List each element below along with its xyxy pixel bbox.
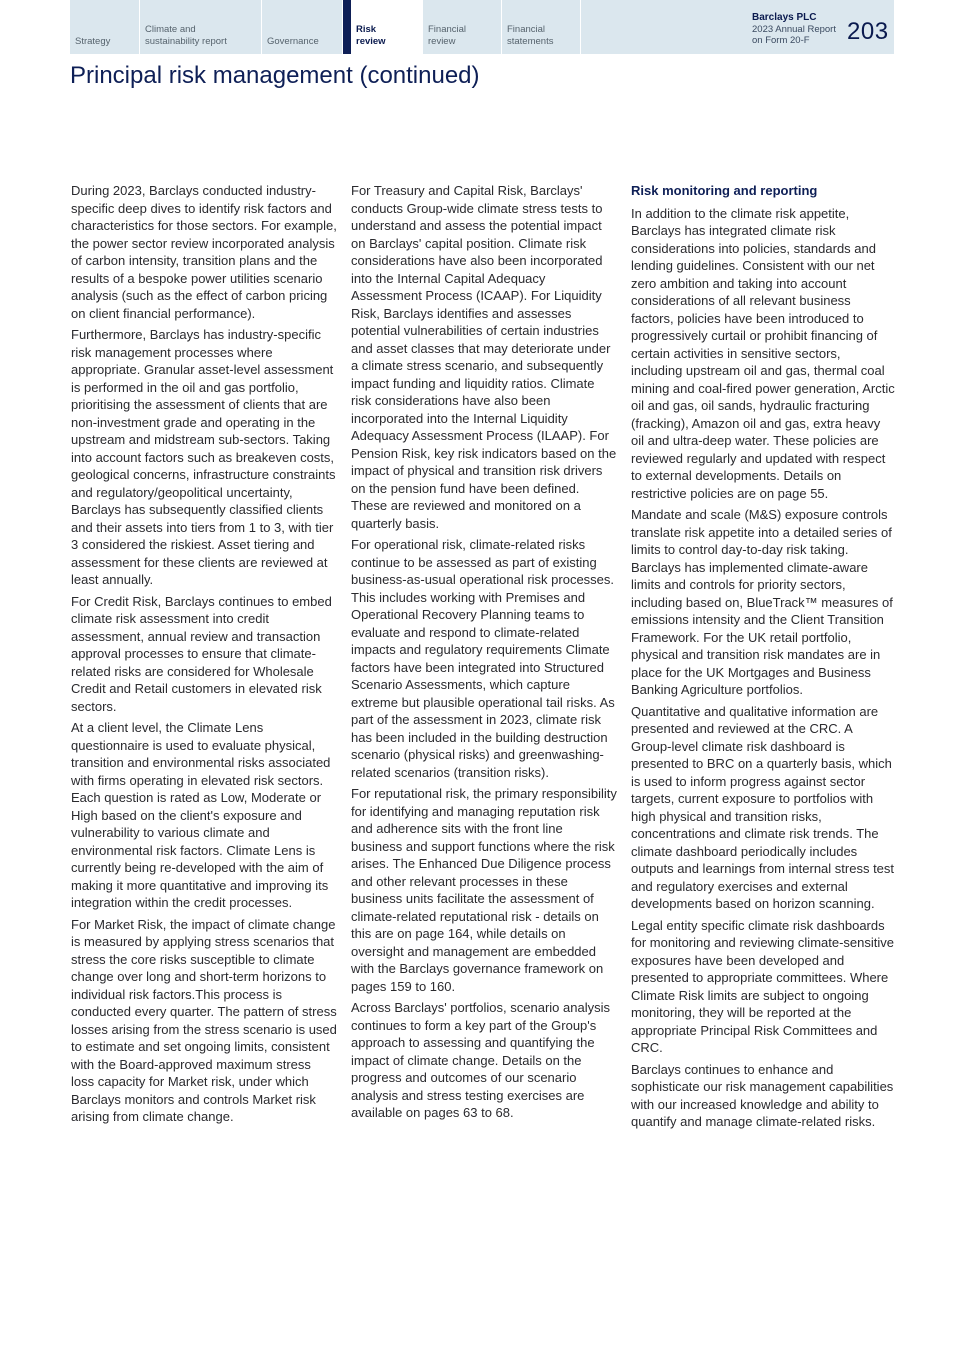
paragraph: Barclays continues to enhance and sophisticate our risk management capabilities with our increased knowledge and ability to quantify and manage climate-related risks. (631, 1061, 894, 1129)
report-name-line1: 2023 Annual Report (752, 23, 836, 35)
section-heading: Risk monitoring and reporting (631, 183, 818, 198)
report-brand (752, 12, 836, 47)
report-name-line2: on Form 20-F (752, 35, 810, 46)
tab-governance-label: Governance (267, 35, 319, 47)
tab-financial-statements[interactable] (502, 0, 581, 54)
page-number: 203 (847, 18, 889, 45)
page-title: Principal risk management (continued) (70, 62, 480, 89)
paragraph: Mandate and scale (M&S) exposure controls translate risk appetite into a detailed series of limits to control day-to-day risk taking. Barclays has implemented climate-aware limits and controls for priority sectors, including based on, BlueTrack™ measures of emissions intensity and the Client Transition Framework. For the UK retail portfolio, physical and transition risk mandates are in place for the UK Mortgages and Business Banking Agriculture portfolios. (631, 507, 893, 697)
tab-climate-label: Climate and sustainability report (145, 24, 227, 47)
tab-strategy[interactable] (70, 0, 140, 54)
paragraph: For Treasury and Capital Risk, Barclays' conducts Group-wide climate stress tests to understand and assess the potential impact on Barclays' capital position. Climate risk considerations have also been incorporated into the Internal Capital Adequacy Assessment Process (ICAAP). For Liquidity Risk, Barclays identifies and assesses potential vulnerabilities of certain industries and asset classes that may deteriorate under a climate stress scenario, and subsequently impact funding and liquidity ratios. Climate risk considerations have also been incorporated into the Internal Liquidity Adequacy Assessment Process (ILAAP). For Pension Risk, key risk indicators based on the impact of physical and transition risk drivers on the pension fund have been defined. These are reviewed and monitored on a quarterly basis. (351, 183, 617, 531)
column-2 (351, 182, 617, 1126)
paragraph: Quantitative and qualitative information are presented and reviewed at the CRC. A Group-level climate risk dashboard is presented to BRC on a quarterly basis, which is used to inform progress against sector targets, current exposure to portfolios with high physical and transition risks, concentrations and climate risk trends. The climate dashboard periodically includes outputs and learnings from internal stress test and regulatory exercises and external developments based on horizon scanning. (631, 703, 895, 911)
paragraph: For operational risk, climate-related risks continue to be assessed as part of existing business-as-usual operational risk processes. This includes working with Premises and Operational Recovery Planning teams to evaluate and respond to climate-related impacts and regulatory requirements Climate factors have been integrated into Structured Scenario Assessments, which capture extreme but plausible operational tail risks. As part of the assessment in 2023, climate risk has been included in the building destruction scenario (physical risks) and greenwashing-related scenarios (transition risks). (351, 537, 615, 780)
paragraph: In addition to the climate risk appetite, Barclays has integrated climate risk considerations into policies, standards and lending guidelines. Consistent with our net zero ambition and taking into account considerations of all relevant business factors, policies have been introduced to progressively curtail or prohibit financing of certain activities in sensitive sectors, including upstream oil and gas, thermal coal mining and coal-fired power generation, Arctic oil and gas, oil sands, hydraulic fracturing (fracking), Amazon oil and gas, extra heavy oil and ultra-deep water. These policies are reviewed regularly and updated with respect to external developments. Details on restrictive policies are on page 55. (631, 205, 895, 501)
column-3 (631, 182, 895, 1135)
tab-strategy-label: Strategy (75, 35, 111, 47)
paragraph: For Market Risk, the impact of climate change is measured by applying stress scenarios that stress the core risks susceptible to climate change over long and short-term horizons to individual risk factors.This process is conducted every quarter. The pattern of stress losses arising from the stress scenario is used to estimate and set ongoing limits, consistent with the Board-approved maximum stress loss capacity for Market risk, under which Barclays monitors and controls Market risk arising from climate change. (71, 916, 337, 1124)
tab-risk-review-label: Risk review (356, 24, 386, 47)
tab-financial-statements-label: Financial statements (507, 24, 554, 47)
paragraph: During 2023, Barclays conducted industry-specific deep dives to identify risk factors and characteristics for those sectors. For example, the power sector review incorporated analysis of carbon intensity, transition plans and the results of a bespoke power utilities scenario analysis (such as the effect of carbon pricing on client financial performance). (71, 183, 337, 321)
paragraph: For Credit Risk, Barclays continues to embed climate risk assessment into credit assessment, annual review and transaction approval processes to ensure that climate-related risks are considered for Wholesale Credit and Retail customers in elevated risk sectors. (71, 593, 332, 714)
tab-financial-review[interactable] (423, 0, 502, 54)
paragraph: For reputational risk, the primary responsibility for identifying and managing reputation risk and adherence sits with the front line business and support functions where the risk arises. The Enhanced Due Diligence process and other relevant processes in these business units facilitate the assessment of climate-related reputational risk - details on this are on page 164, while details on oversight and management are embedded with the Barclays governance framework on pages 159 to 160. (351, 786, 617, 994)
company-name: Barclays PLC (752, 12, 817, 23)
column-1 (71, 182, 337, 1130)
tab-governance[interactable] (262, 0, 343, 54)
paragraph: Furthermore, Barclays has industry-specific risk management processes where appropriate. Granular asset-level assessment is performed in the oil and gas portfolio, prioritising the assessment of clients that are non-investment grade and operating in the upstream and midstream sub-sectors. Taking into account factors such as breakeven costs, geological concerns, infrastructure constraints and regulatory/geopolitical uncertainty, Barclays has subsequently classified clients and their assets into tiers from 1 to 3, with tier 3 considered the riskiest. Asset tiering and assessment for these clients are reviewed at least annually. (71, 327, 336, 587)
paragraph: Legal entity specific climate risk dashboards for monitoring and reviewing climate-sensitive exposures have been developed and presented to appropriate committees. Where Climate Risk limits are subject to ongoing monitoring, they will be reported at the appropriate Principal Risk Committees and CRC. (631, 917, 895, 1055)
tab-financial-review-label: Financial review (428, 24, 467, 47)
paragraph: Across Barclays' portfolios, scenario analysis continues to form a key part of the Group's approach to assessing and quantifying the impact of climate change. Details on the progress and outcomes of our scenario analysis and stress testing exercises are available on pages 63 to 68. (351, 1000, 610, 1120)
tab-risk-review[interactable] (343, 0, 423, 54)
paragraph: At a client level, the Climate Lens questionnaire is used to evaluate physical, transition and environmental risks associated with firms operating in elevated risk sectors. Each question is rated as Low, Moderate or High based on the client's exposure and vulnerability to various climate and environmental risk factors. Climate Lens is currently being re-developed with the aim of making it more quantitative and improving its integration within the credit processes. (71, 720, 331, 910)
tab-climate-sustainability-report[interactable] (140, 0, 262, 54)
